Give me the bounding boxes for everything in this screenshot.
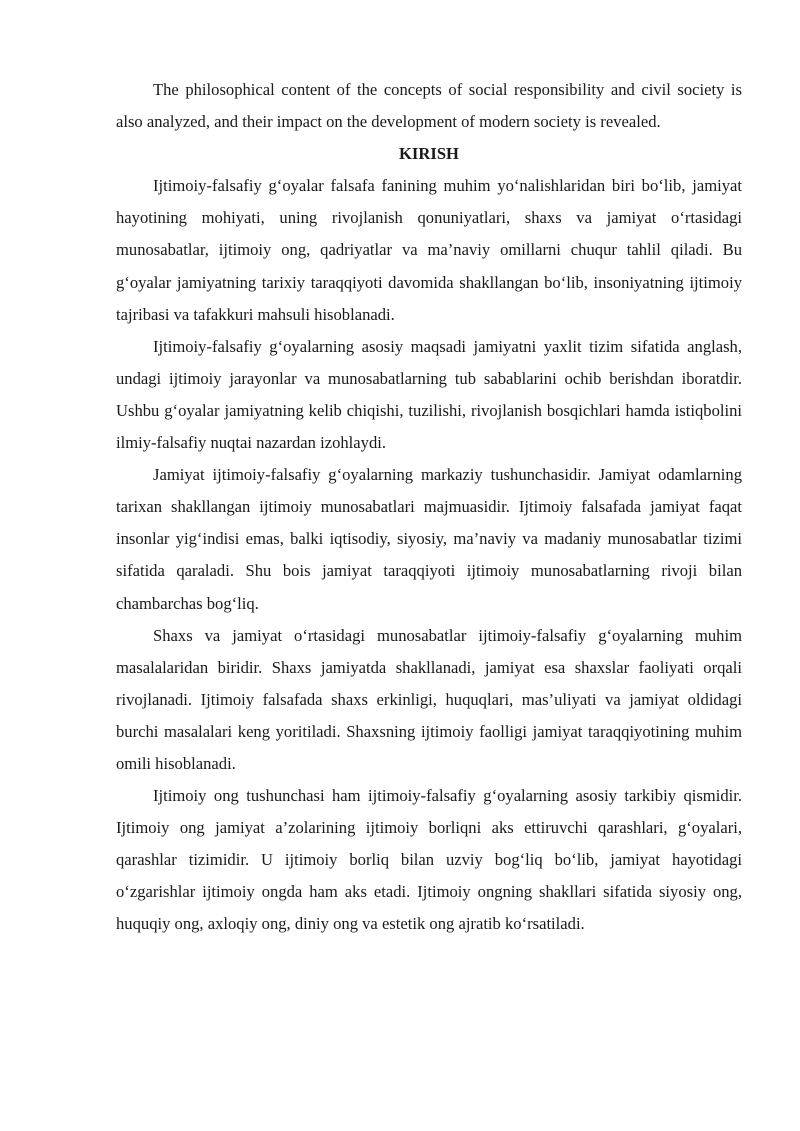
body-paragraph-3: Jamiyat ijtimoiy-falsafiy g‘oyalarning markaziy tushunchasidir. Jamiyat odamlarning tarixan shakllangan ijtimoiy munosabatlari majmuasidir. Ijtimoiy falsafada jamiyat faqat insonlar yig‘indisi emas, balki iqtisodiy, siyosiy, ma’naviy va madaniy munosabatlar tizimi sifatida qaraladi. Shu bois jamiyat taraqqiyoti ijtimoiy munosabatlarning rivoji bilan chambarchas bog‘liq. (116, 465, 742, 613)
document-page (116, 74, 742, 941)
intro-paragraph: The philosophical content of the concepts of social responsibility and civil society is also analyzed, and their impact on the development of modern society is revealed. (116, 80, 742, 132)
body-paragraph-1: Ijtimoiy-falsafiy g‘oyalar falsafa fanining muhim yo‘nalishlaridan biri bo‘lib, jamiyat hayotining mohiyati, uning rivojlanish qonuniyatlari, shaxs va jamiyat o‘rtasidagi munosabatlar, ijtimoiy ong, qadriyatlar va ma’naviy omillarni chuqur tahlil qiladi. Bu g‘oyalar jamiyatning tarixiy taraqqiyoti davomida shakllangan bo‘lib, insoniyatning ijtimoiy tajribasi va tafakkuri mahsuli hisoblanadi. (116, 176, 742, 324)
body-paragraph-5: Ijtimoiy ong tushunchasi ham ijtimoiy-falsafiy g‘oyalarning asosiy tarkibiy qismidir. Ijtimoiy ong jamiyat a’zolarining ijtimoiy borliqni aks ettiruvchi qarashlari, g‘oyalari, qarashlar tizimidir. U ijtimoiy borliq bilan uzviy bog‘liq bo‘lib, jamiyat hayotidagi o‘zgarishlar ijtimoiy ongda ham aks etadi. Ijtimoiy ongning shakllari sifatida siyosiy ong, huquqiy ong, axloqiy ong, diniy ong va estetik ong ajratib ko‘rsatiladi. (116, 786, 742, 934)
section-heading: KIRISH (399, 144, 459, 164)
body-paragraph-2: Ijtimoiy-falsafiy g‘oyalarning asosiy maqsadi jamiyatni yaxlit tizim sifatida anglash, undagi ijtimoiy jarayonlar va munosabatlarning tub sabablarini ochib berishdan iboratdir. Ushbu g‘oyalar jamiyatning kelib chiqishi, tuzilishi, rivojlanish bosqichlari hamda istiqbolini ilmiy-falsafiy nuqtai nazardan izohlaydi. (116, 336, 742, 453)
body-paragraph-4: Shaxs va jamiyat o‘rtasidagi munosabatlar ijtimoiy-falsafiy g‘oyalarning muhim masalalaridan biridir. Shaxs jamiyatda shakllanadi, jamiyat esa shaxslar faoliyati orqali rivojlanadi. Ijtimoiy falsafada shaxs erkinligi, huquqlari, mas’uliyati va jamiyat oldidagi burchi masalalari keng yoritiladi. Shaxsning ijtimoiy faolligi jamiyat taraqqiyotining muhim omili hisoblanadi. (116, 625, 742, 773)
